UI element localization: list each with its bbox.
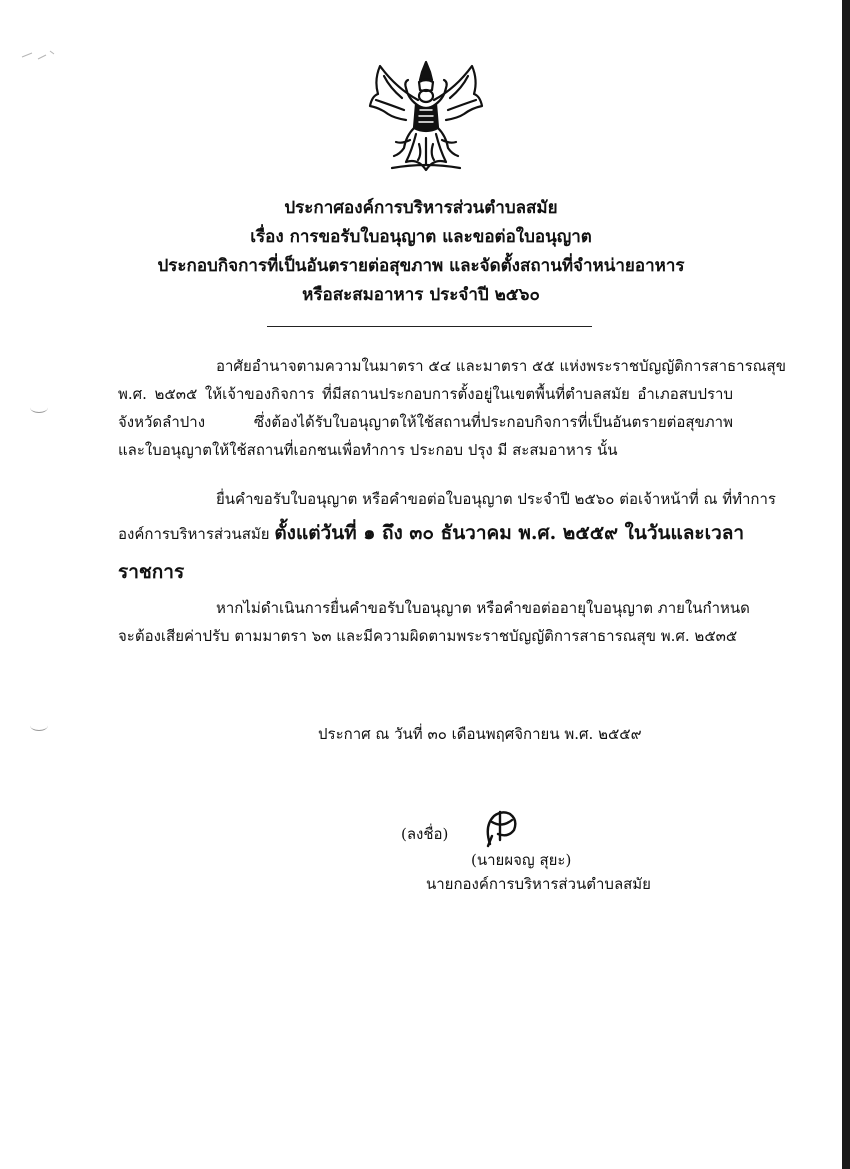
submission-period-end: ราชการ — [118, 561, 185, 583]
title-line-subject: เรื่อง การขอรับใบอนุญาต และขอต่อใบอนุญาต — [250, 227, 592, 247]
paragraph-submission — [118, 484, 776, 592]
scan-speck — [20, 45, 80, 65]
title-line-business: ประกอบกิจการที่เป็นอันตรายต่อสุขภาพ และจัดตั้งสถานที่จำหน่ายอาหาร — [157, 256, 685, 276]
paragraph-line: ยื่นคำขอรับใบอนุญาต หรือคำขอต่อใบอนุญาต ประจำปี ๒๕๖๐ ต่อเจ้าหน้าที่ ณ ที่ทำการ — [216, 490, 776, 508]
paragraph-penalty — [118, 594, 750, 650]
punch-hole-mark — [30, 402, 48, 413]
paragraph-line: พ.ศ. ๒๕๓๕ ให้เจ้าของกิจการ ที่มีสถานประกอบการตั้งอยู่ในเขตพื้นที่ตำบลสมัย อำเภอสบปราบ — [118, 385, 733, 403]
paragraph-line: อาศัยอำนาจตามความในมาตรา ๕๔ และมาตรา ๕๕ แห่งพระราชบัญญัติการสาธารณสุข — [216, 357, 786, 375]
scan-edge — [842, 0, 850, 1169]
paragraph-line: หากไม่ดำเนินการยื่นคำขอรับใบอนุญาต หรือคำขอต่ออายุใบอนุญาต ภายในกำหนด — [216, 599, 750, 617]
paragraph-line — [118, 514, 745, 553]
announcement-date: ประกาศ ณ วันที่ ๓๐ เดือนพฤศจิกายน พ.ศ. ๒๕๕๙ — [318, 725, 642, 743]
title-line-organization: ประกาศองค์การบริหารส่วนตำบลสมัย — [284, 198, 558, 218]
handwritten-signature — [478, 806, 522, 850]
garuda-emblem-icon — [366, 58, 486, 178]
paragraph-line: จะต้องเสียค่าปรับ ตามมาตรา ๖๓ และมีความผิดตามพระราชบัญญัติการสาธารณสุข พ.ศ. ๒๕๓๕ — [118, 627, 738, 645]
paragraph-legal-basis — [118, 352, 786, 464]
signer-name: (นายผจญ สุยะ) — [471, 851, 572, 869]
paragraph-line — [118, 553, 733, 592]
paragraph-line: และใบอนุญาตให้ใช้สถานที่เอกชนเพื่อทำการ ประกอบ ปรุง มี สะสมอาหาร นั้น — [118, 441, 618, 459]
title-underline — [267, 326, 592, 327]
punch-hole-mark — [30, 720, 48, 731]
signature-label: (ลงชื่อ) — [401, 825, 449, 843]
submission-period: ตั้งแต่วันที่ ๑ ถึง ๓๐ ธันวาคม พ.ศ. ๒๕๕๙ ในวันและเวลา — [274, 522, 745, 544]
title-line-year: หรือสะสมอาหาร ประจำปี ๒๕๖๐ — [302, 285, 540, 305]
paragraph-line: จังหวัดลำปาง ซึ่งต้องได้รับใบอนุญาตให้ใช้สถานที่ประกอบกิจการที่เป็นอันตรายต่อสุขภาพ — [118, 413, 733, 431]
signer-position: นายกองค์การบริหารส่วนตำบลสมัย — [426, 875, 651, 893]
submission-office: องค์การบริหารส่วนสมัย — [118, 525, 270, 543]
document-title — [0, 194, 842, 310]
